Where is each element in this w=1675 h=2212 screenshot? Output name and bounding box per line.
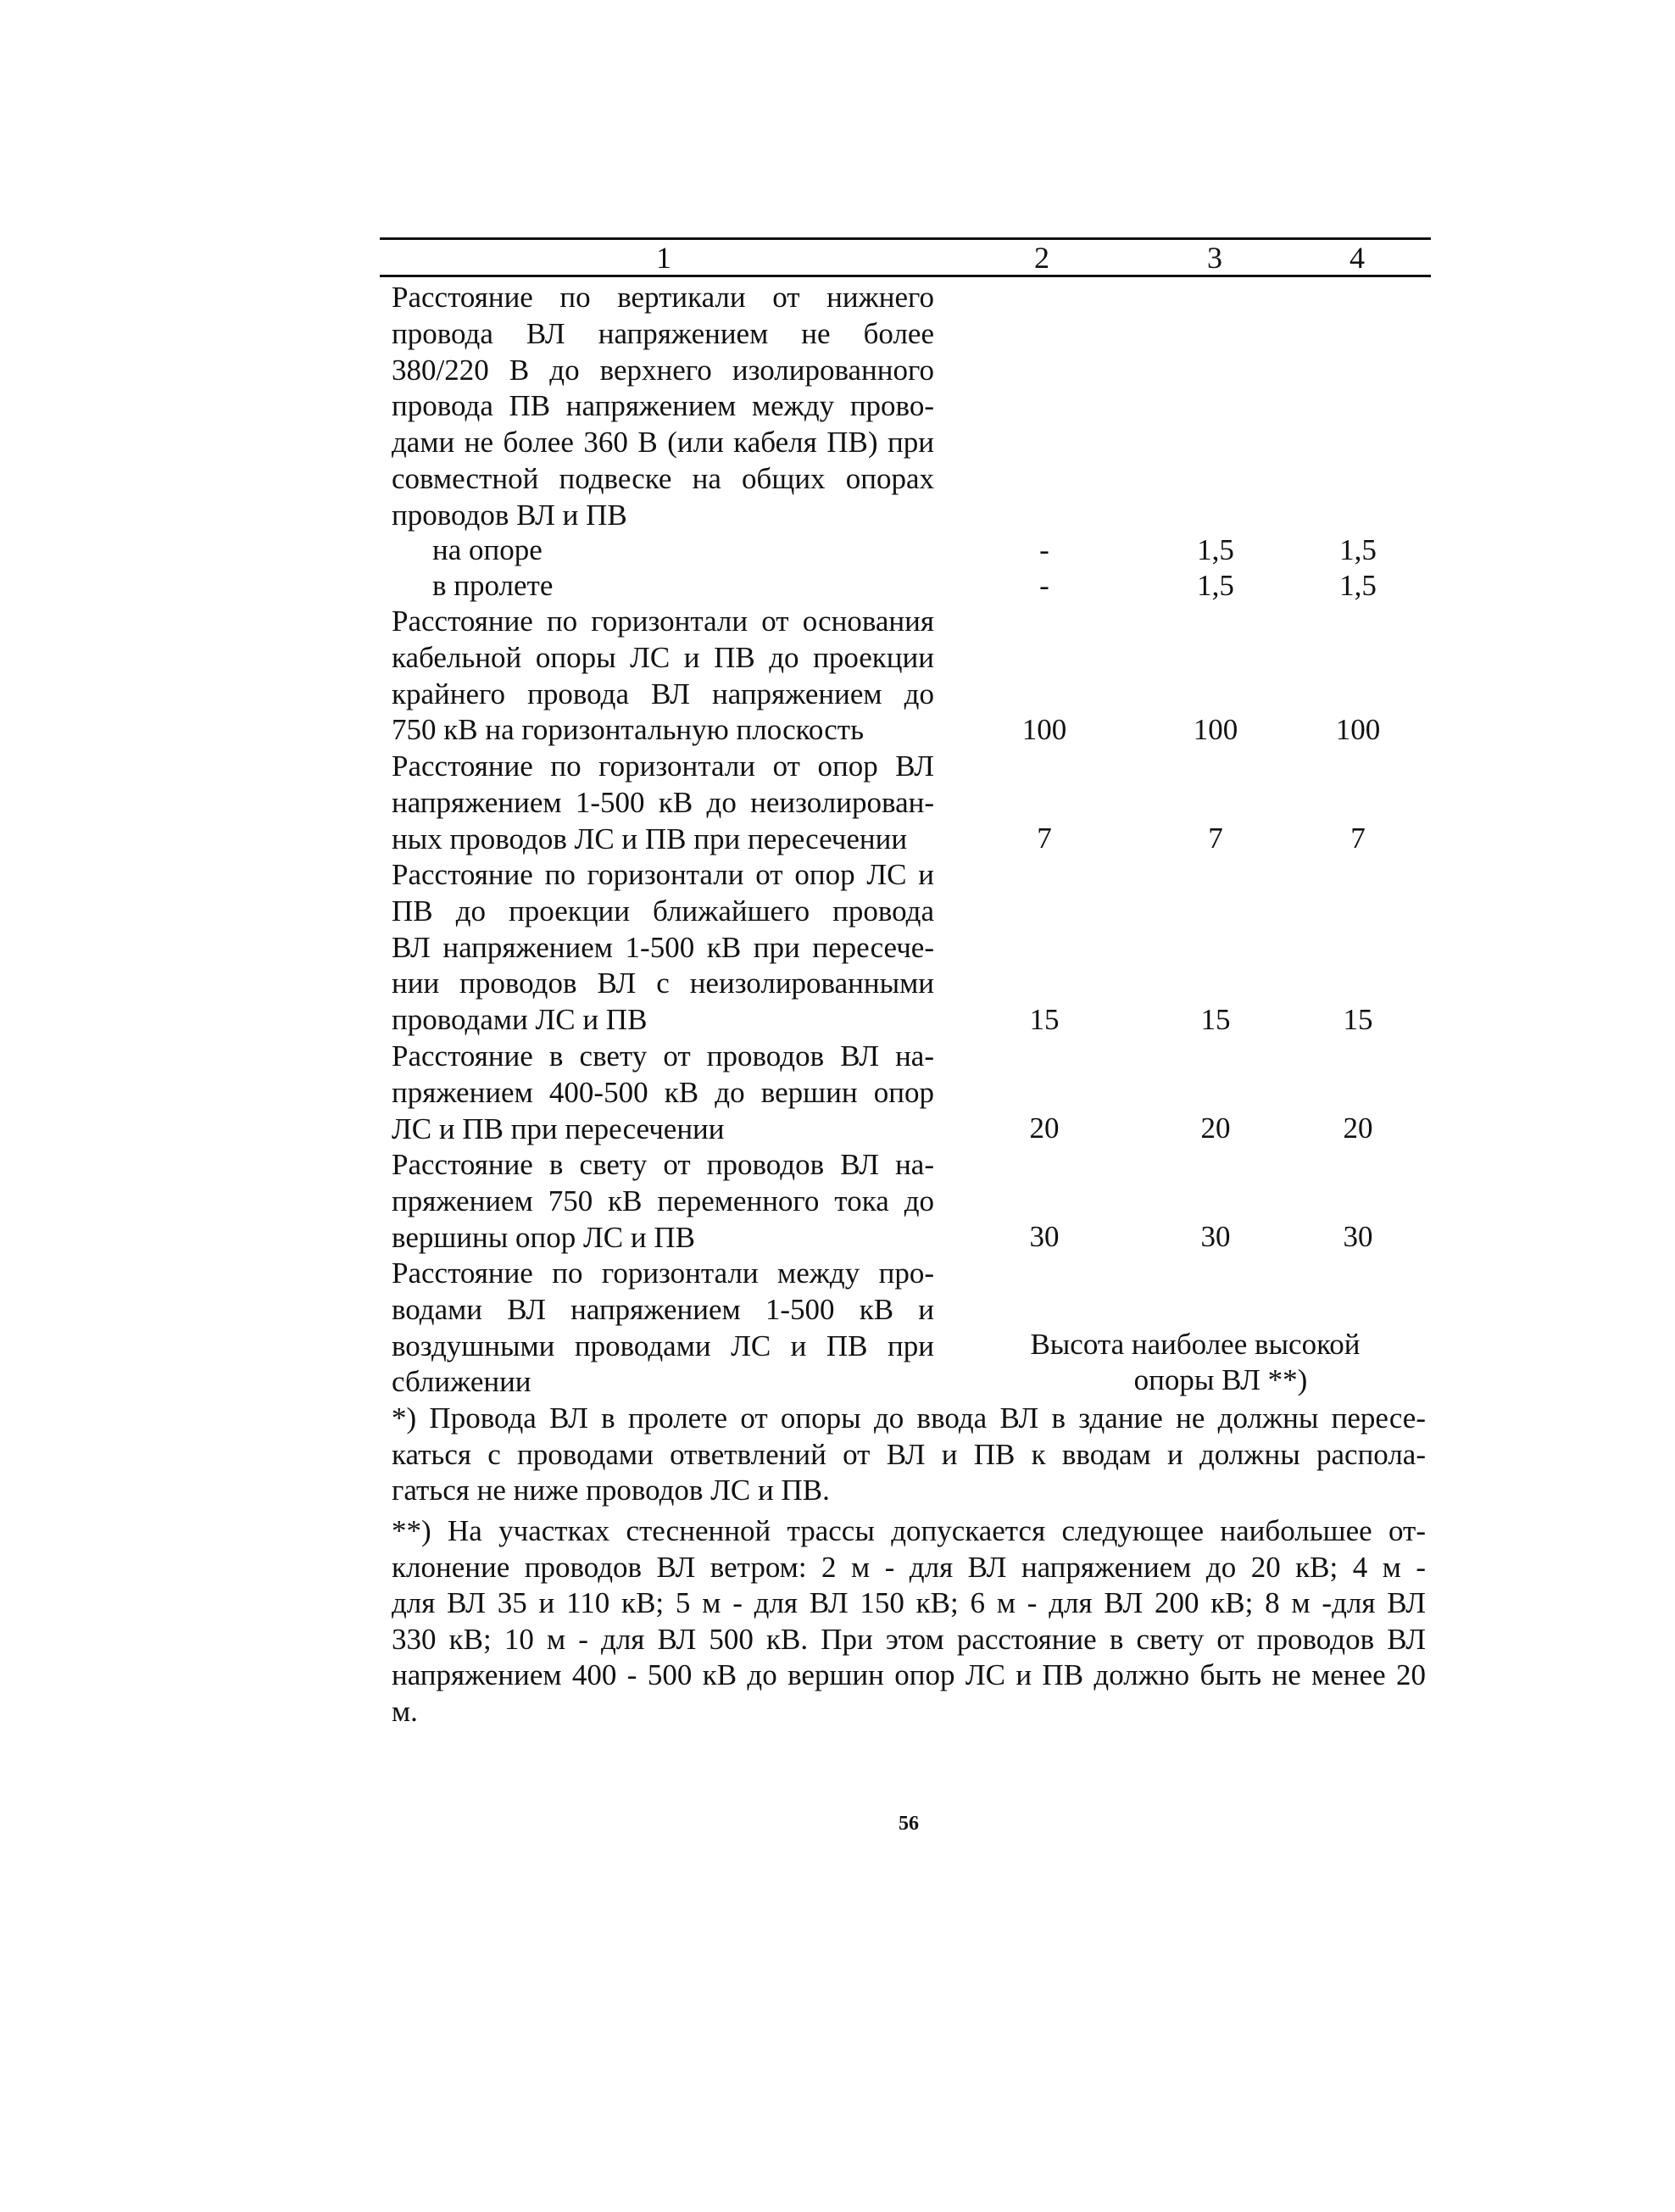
description-line: Расстояние по вертикали от нижнего <box>392 281 934 314</box>
description-line: 750 кВ на горизонтальную плоскость <box>392 713 865 747</box>
cell-col4: 20 <box>1343 1112 1373 1145</box>
merged-value-line: опоры ВЛ **) <box>1133 1363 1308 1396</box>
description-line: Расстояние по горизонтали от опор ЛС и <box>392 858 934 891</box>
description-line: сближении <box>392 1365 531 1399</box>
cell-col3: 30 <box>1200 1220 1231 1253</box>
cell-col2: - <box>1039 533 1049 566</box>
description-line: кабельной опоры ЛС и ПВ до проекции <box>392 640 934 674</box>
cell-col2: 100 <box>1021 713 1067 746</box>
cell-col4: 1,5 <box>1339 569 1377 602</box>
cell-col3: 100 <box>1193 713 1238 746</box>
row-description <box>392 1256 934 1401</box>
description-line: вершины опор ЛС и ПВ <box>392 1220 695 1254</box>
cell-col2: 20 <box>1029 1112 1060 1145</box>
column-header-3: 3 <box>1207 241 1222 275</box>
footnote-line: м. <box>392 1694 418 1728</box>
description-line: совместной подвеске на общих опорах <box>392 461 934 495</box>
description-line: ВЛ напряжением 1-500 кВ при пересече- <box>392 930 934 964</box>
row-description <box>392 1147 934 1256</box>
description-line: ПВ до проекции ближайшего провода <box>392 894 934 928</box>
description-line: Расстояние по горизонтали между про- <box>392 1256 934 1290</box>
description-line: провода ПВ напряжением между прово- <box>392 389 934 423</box>
description-line: дами не более 360 В (или кабеля ПВ) при <box>392 426 934 460</box>
description-line: воздушными проводами ЛС и ПВ при <box>392 1329 934 1362</box>
cell-col4: 15 <box>1343 1003 1373 1036</box>
description-line: водами ВЛ напряжением 1-500 кВ и <box>392 1292 934 1326</box>
footnote-line: **) На участках стесненной трассы допускается следующее наибольшее от- <box>392 1514 1426 1547</box>
cell-col3: 15 <box>1200 1003 1231 1036</box>
footnote-line: гаться не ниже проводов ЛС и ПВ. <box>392 1474 830 1507</box>
description-line: Расстояние по горизонтали от основания <box>392 605 934 638</box>
column-header-2: 2 <box>1034 241 1049 275</box>
cell-col4: 1,5 <box>1339 533 1377 566</box>
row-description <box>392 604 934 749</box>
page-number: 56 <box>899 1813 919 1835</box>
cell-col3: 7 <box>1208 822 1223 855</box>
cell-col2: - <box>1039 569 1049 602</box>
description-line: проводами ЛС и ПВ <box>392 1003 648 1037</box>
cell-col3: 20 <box>1200 1112 1231 1145</box>
column-header-1: 1 <box>656 241 671 275</box>
description-line: Расстояние в свету от проводов ВЛ на- <box>392 1039 934 1073</box>
footnote-2 <box>392 1513 1426 1730</box>
cell-col2: 7 <box>1037 822 1052 855</box>
description-line: нии проводов ВЛ с неизолированными <box>392 967 934 1000</box>
footnote-1 <box>392 1401 1426 1509</box>
cell-col4: 7 <box>1350 822 1366 855</box>
description-line: пряжением 400-500 кВ до вершин опор <box>392 1075 934 1109</box>
footnote-line: каться с проводами ответвлений от ВЛ и ПВ к вводам и должны распола- <box>392 1437 1426 1471</box>
description-line: Расстояние по горизонтали от опор ВЛ <box>392 749 934 783</box>
description-line: крайнего провода ВЛ напряжением до <box>392 677 934 710</box>
description-line: 380/220 В до верхнего изолированного <box>392 353 934 387</box>
footnote-line: напряжением 400 - 500 кВ до вершин опор ЛС и ПВ должно быть не менее 20 <box>392 1658 1426 1691</box>
description-line: проводов ВЛ и ПВ <box>392 498 627 532</box>
row-description <box>392 749 934 857</box>
description-line: Расстояние в свету от проводов ВЛ на- <box>392 1148 934 1181</box>
row-description <box>392 280 934 534</box>
footnote-line: клонение проводов ВЛ ветром: 2 м - для ВЛ напряжением до 20 кВ; 4 м - <box>392 1550 1426 1584</box>
cell-col3: 1,5 <box>1197 569 1234 602</box>
table-top-rule <box>380 237 1431 240</box>
cell-col3: 1,5 <box>1197 533 1234 566</box>
row-description <box>392 857 934 1039</box>
subrow-label: на опоре <box>432 533 543 566</box>
description-line: пряжением 750 кВ переменного тока до <box>392 1184 934 1217</box>
row-description <box>392 1039 934 1147</box>
cell-col2: 30 <box>1029 1220 1060 1253</box>
cell-col4: 100 <box>1335 713 1381 746</box>
cell-col4: 30 <box>1343 1220 1373 1253</box>
cell-col2: 15 <box>1029 1003 1060 1036</box>
description-line: ных проводов ЛС и ПВ при пересечении <box>392 822 908 855</box>
description-line: провода ВЛ напряжением не более <box>392 316 934 350</box>
merged-value-line: Высота наиболее высокой <box>1030 1328 1361 1361</box>
footnote-line: 330 кВ; 10 м - для ВЛ 500 кВ. При этом расстояние в свету от проводов ВЛ <box>392 1622 1426 1656</box>
footnote-line: для ВЛ 35 и 110 кВ; 5 м - для ВЛ 150 кВ; 6 м - для ВЛ 200 кВ; 8 м -для ВЛ <box>392 1586 1426 1619</box>
footnote-line: *) Провода ВЛ в пролете от опоры до ввода ВЛ в здание не должны пересе- <box>392 1401 1426 1435</box>
description-line: напряжением 1-500 кВ до неизолирован- <box>392 785 934 819</box>
column-header-4: 4 <box>1349 241 1365 275</box>
table-header-rule <box>380 275 1431 277</box>
description-line: ЛС и ПВ при пересечении <box>392 1112 725 1145</box>
subrow-label: в пролете <box>432 569 554 602</box>
